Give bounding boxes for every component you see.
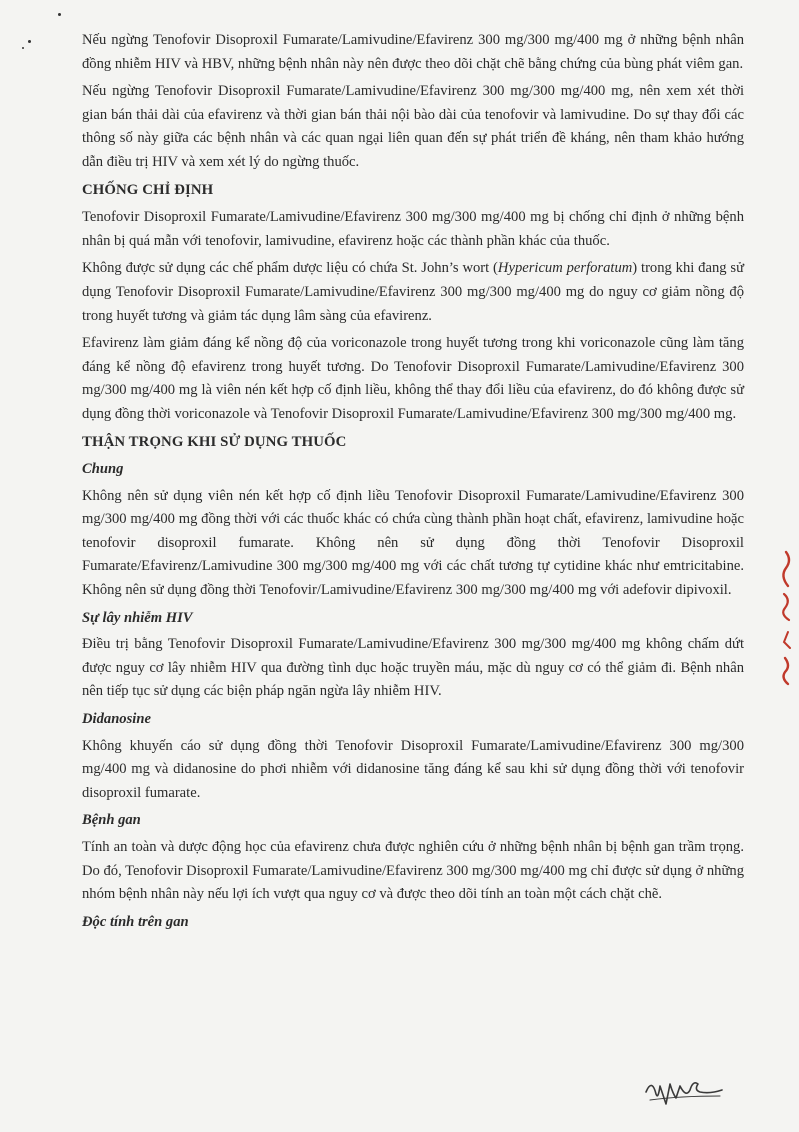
document-body [82, 29, 744, 937]
subheading-hiv-transmission: Sự lây nhiễm HIV [82, 609, 193, 626]
text-run: ) trong khi đang sử dụng Tenofovir Disoproxil Fumarate/Lamivudine/Efavirenz 300 mg/300 mg/400 mg do nguy cơ giảm nồng độ trong huyết tương và giảm tác dụng lâm sàng của efavirenz. [82, 260, 744, 324]
subheading-didanosine: Didanosine [82, 711, 151, 728]
paragraph-voriconazole: Efavirenz làm giảm đáng kể nồng độ của voriconazole trong huyết tương trong khi voriconazole cũng làm tăng đáng kể nồng độ efavirenz trong huyết tương. Do Tenofovir Disoproxil Fumarate/Lamivudine/Efavirenz 300 mg/300 mg/400 mg là viên nén kết hợp cố định liều, không thể thay đổi liều của efavirenz, do đó không được sử dụng đồng thời voriconazole và Tenofovir Disoproxil Fumarate/Lamivudine/Efavirenz 300 mg/300 mg/400 mg. [82, 335, 744, 422]
paragraph-st-johns-wort [82, 257, 744, 328]
subheading-hepatotoxicity: Độc tính trên gan [82, 913, 189, 930]
paragraph-general: Không nên sử dụng viên nén kết hợp cố định liều Tenofovir Disoproxil Fumarate/Lamivudine/Efavirenz 300 mg/300 mg/400 mg đồng thời với các thuốc khác có chứa cùng thành phần hoạt chất, efavirenz, lamivudine hoặc tenofovir disoproxil fumarate. Không nên sử dụng đồng thời Tenofovir Disoproxil Fumarate/Efavirenz/Lamivudine 300 mg/300 mg/400 mg với các chất tương tự cytidine khác như emtricitabine. Không nên sử dụng đồng thời Tenofovir/Lamivudine/Efavirenz 300 mg/300 mg/400 mg với adefovir dipivoxil. [82, 487, 744, 599]
paragraph-didanosine: Không khuyến cáo sử dụng đồng thời Tenofovir Disoproxil Fumarate/Lamivudine/Efavirenz 300 mg/300 mg/400 mg và didanosine do phơi nhiễm với didanosine tăng đáng kể sau khi sử dụng đồng thời với tenofovir disoproxil fumarate. [82, 737, 744, 801]
latin-name: Hypericum perforatum [497, 260, 633, 277]
heading-contraindications: CHỐNG CHỈ ĐỊNH [82, 181, 214, 198]
scan-speck [22, 47, 24, 49]
paragraph-hiv-transmission: Điều trị bằng Tenofovir Disoproxil Fumarate/Lamivudine/Efavirenz 300 mg/300 mg/400 mg không chấm dứt được nguy cơ lây nhiễm HIV qua đường tình dục hoặc truyền máu, mặc dù nguy cơ có thể giảm đi. Bệnh nhân nên tiếp tục sử dụng các biện pháp ngăn ngừa lây nhiễm HIV. [82, 636, 744, 700]
heading-precautions: THẬN TRỌNG KHI SỬ DỤNG THUỐC [82, 433, 347, 450]
red-stamp-edge [776, 548, 796, 698]
paragraph-discontinuation: Nếu ngừng Tenofovir Disoproxil Fumarate/Lamivudine/Efavirenz 300 mg/300 mg/400 mg, nên xem xét thời gian bán thải dài của efavirenz và thời gian bán thải nội bào dài của tenofovir và lamivudine. Do sự thay đổi các thông số này giữa các bệnh nhân và các quan ngại liên quan đến sự phát triển đề kháng, nên tham khảo hướng dẫn điều trị HIV và xem xét lý do ngừng thuốc. [82, 83, 744, 170]
paragraph-hbv-coinfection: Nếu ngừng Tenofovir Disoproxil Fumarate/Lamivudine/Efavirenz 300 mg/300 mg/400 mg ở những bệnh nhân đồng nhiễm HIV và HBV, những bệnh nhân này nên được theo dõi chặt chẽ bằng chứng của bùng phát viêm gan. [82, 32, 744, 72]
paragraph-liver-disease: Tính an toàn và dược động học của efavirenz chưa được nghiên cứu ở những bệnh nhân bị bệnh gan trầm trọng. Do đó, Tenofovir Disoproxil Fumarate/Lamivudine/Efavirenz 300 mg/300 mg/400 mg chỉ được sử dụng ở những nhóm bệnh nhân này nếu lợi ích vượt qua nguy cơ và được theo dõi tính an toàn một cách chặt chẽ. [82, 839, 744, 903]
signature-initials [640, 1068, 732, 1108]
subheading-liver-disease: Bệnh gan [82, 812, 141, 829]
subheading-general: Chung [82, 461, 124, 478]
scan-speck [58, 13, 61, 16]
paragraph-hypersensitivity: Tenofovir Disoproxil Fumarate/Lamivudine/Efavirenz 300 mg/300 mg/400 mg bị chống chỉ định ở những bệnh nhân bị quá mẫn với tenofovir, lamivudine, efavirenz hoặc các thành phần khác của thuốc. [82, 209, 744, 249]
text-run: Không được sử dụng các chế phẩm dược liệu có chứa St. John’s wort ( [82, 260, 498, 277]
scan-speck [28, 40, 31, 43]
